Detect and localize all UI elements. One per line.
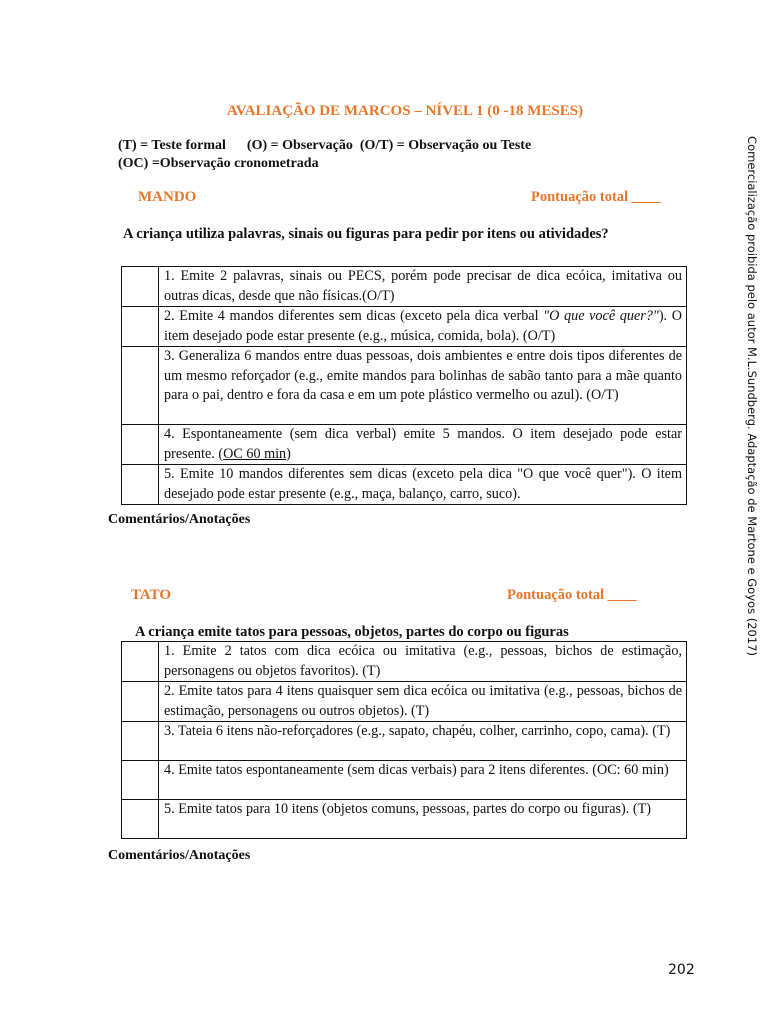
- mando-item-3: 3. Generaliza 6 mandos entre duas pessoas, dois ambientes e entre dois tipos diferentes de um mesmo reforçador (e.g., emite mandos para bolinhas de sabão tanto para a mãe quanto para o pai, dentro e fora da casa e em um pote plástico vermelho ou azul). (O/T): [159, 347, 687, 425]
- checkbox-cell[interactable]: [122, 722, 159, 761]
- checkbox-cell[interactable]: [122, 642, 159, 682]
- tato-section-label: TATO: [131, 587, 172, 603]
- table-row: [122, 465, 687, 505]
- mando-item-4-text: 4. Espontaneamente (sem dica verbal) emite 5 mandos. O item desejado pode estar presente. (: [164, 426, 682, 462]
- checkbox-cell[interactable]: [122, 267, 159, 307]
- mando-item-4-underlined: OC 60 min: [223, 445, 287, 462]
- checkbox-cell[interactable]: [122, 347, 159, 425]
- page-number: 202: [668, 962, 695, 978]
- mando-item-4-text-end: ): [286, 445, 291, 462]
- page-title: AVALIAÇÃO DE MARCOS – NÍVEL 1 (0 -18 MESES): [226, 103, 584, 119]
- checkbox-cell[interactable]: [122, 307, 159, 347]
- table-row: [122, 425, 687, 465]
- checkbox-cell[interactable]: [122, 800, 159, 839]
- mando-item-2: [159, 307, 687, 347]
- mando-section-label: MANDO: [138, 189, 197, 205]
- tato-items-table: [121, 641, 687, 839]
- mando-item-4: [159, 425, 687, 465]
- mando-items-table: [121, 266, 687, 505]
- checkbox-cell[interactable]: [122, 761, 159, 800]
- copyright-side-note: Comercialização proibida pelo autor M.L.Sundberg. Adaptação de Martone e Goyos (2017): [745, 136, 759, 656]
- tato-item-5: 5. Emite tatos para 10 itens (objetos comuns, pessoas, partes do corpo ou figuras). (T): [159, 800, 687, 839]
- mando-item-2-text: 2. Emite 4 mandos diferentes sem dicas (exceto pela dica verbal: [164, 308, 544, 324]
- mando-item-2-text-end: ). O item desejado pode estar presente (e.g., música, comida, bola). (O/T): [164, 308, 682, 344]
- table-row: [122, 722, 687, 761]
- mando-question: A criança utiliza palavras, sinais ou figuras para pedir por itens ou atividades?: [123, 226, 609, 242]
- checkbox-cell[interactable]: [122, 682, 159, 722]
- tato-item-1: 1. Emite 2 tatos com dica ecóica ou imitativa (e.g., pessoas, bichos de estimação, personagens ou objetos favoritos). (T): [159, 642, 687, 682]
- tato-comments-label: Comentários/Anotações: [108, 848, 251, 863]
- mando-item-5: 5. Emite 10 mandos diferentes sem dicas (exceto pela dica "O que você quer"). O item desejado pode estar presente (e.g., maça, balanço, carro, suco).: [159, 465, 687, 505]
- mando-comments-label: Comentários/Anotações: [108, 512, 251, 527]
- tato-item-2: 2. Emite tatos para 4 itens quaisquer sem dica ecóica ou imitativa (e.g., pessoas, bichos de estimação, personagens ou outros objetos). (T): [159, 682, 687, 722]
- tato-item-4: 4. Emite tatos espontaneamente (sem dicas verbais) para 2 itens diferentes. (OC: 60 min): [159, 761, 687, 800]
- legend-line-1: (T) = Teste formal (O) = Observação (O/T) = Observação ou Teste: [118, 138, 532, 153]
- legend-line-2: (OC) =Observação cronometrada: [118, 156, 319, 171]
- tato-item-3: 3. Tateia 6 itens não-reforçadores (e.g., sapato, chapéu, colher, carrinho, copo, cama). (T): [159, 722, 687, 761]
- mando-score: Pontuação total ____: [531, 189, 661, 205]
- table-row: [122, 642, 687, 682]
- table-row: [122, 267, 687, 307]
- tato-score: Pontuação total ____: [507, 587, 637, 603]
- tato-question: A criança emite tatos para pessoas, objetos, partes do corpo ou figuras: [135, 624, 569, 640]
- checkbox-cell[interactable]: [122, 465, 159, 505]
- mando-item-2-italic: "O que você quer?": [543, 308, 659, 324]
- table-row: [122, 682, 687, 722]
- table-row: [122, 347, 687, 425]
- mando-item-1: 1. Emite 2 palavras, sinais ou PECS, porém pode precisar de dica ecóica, imitativa ou outras dicas, desde que não físicas.(O/T): [159, 267, 687, 307]
- table-row: [122, 800, 687, 839]
- checkbox-cell[interactable]: [122, 425, 159, 465]
- table-row: [122, 307, 687, 347]
- table-row: [122, 761, 687, 800]
